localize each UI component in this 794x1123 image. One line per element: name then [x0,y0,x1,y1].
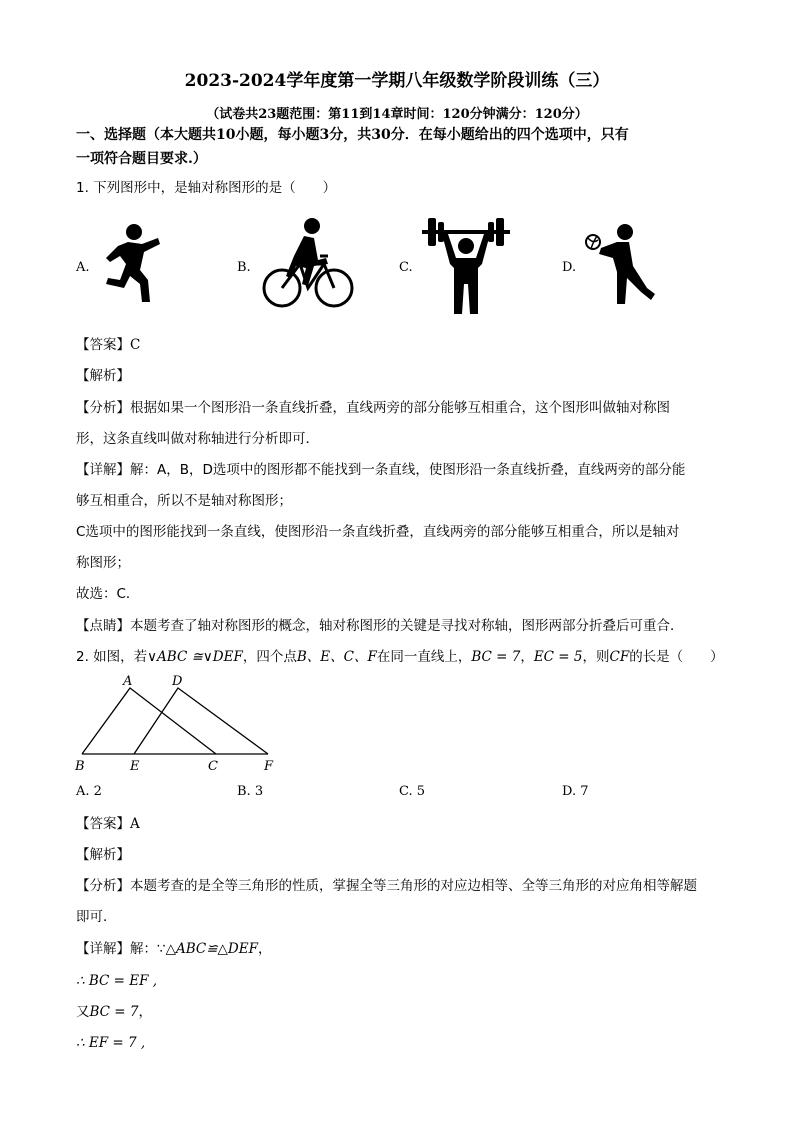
q2-answer [76,815,140,833]
q2-stem-text-e: ，则 [582,649,610,665]
q2-analysis-tag: 【解析】 [76,847,130,863]
point-label-e: E [130,759,140,774]
runner-icon [96,222,166,308]
point-label-f: F [264,759,274,774]
q2-stem-math4: EC = 5 [533,649,583,665]
weightlifter-icon [422,212,510,316]
section-heading-line1: 一、选择题（本大题共10小题，每小题3分，共30分．在每小题给出的四个选项中，只有 [76,127,629,143]
q2-stem-text-a: 2. 如图，若 [76,649,148,665]
q1-xiangjie-line4: 称图形； [76,555,130,571]
q1-xiangjie-line1 [76,461,685,479]
q2-stem-text-c: 在同一直线上， [376,649,472,665]
q2-option-d: D. 7 [562,784,589,799]
fenxi-text: 本题考查的是全等三角形的性质，掌握全等三角形的对应边相等、全等三角形的对应角相等解题 [130,878,697,894]
q2-stem [76,648,724,666]
step3-text-a: 又 [76,1004,90,1020]
q1-option-b-label: B. [237,260,251,275]
fenxi-text: 根据如果一个图形沿一条直线折叠，直线两旁的部分能够互相重合，这个图形叫做轴对称图 [130,400,670,416]
cyclist-icon [260,216,356,312]
point-label-c: C [208,759,218,774]
q2-option-c: C. 5 [399,784,426,799]
q1-fenxi-line2: 形，这条直线叫做对称轴进行分析即可． [76,431,319,447]
q2-step4: ∴ EF = 7 , [76,1035,146,1051]
q1-stem: 1. 下列图形中，是轴对称图形的是（ ） [76,180,337,196]
step3-math: BC = 7 [89,1004,139,1020]
point-label-a: A [123,674,133,689]
q2-fenxi-line2: 即可． [76,909,117,925]
fenxi-tag: 【分析】 [76,400,130,416]
q1-option-c-label: C. [399,260,413,275]
q1-xiangjie-line3: C选项中的图形能找到一条直线，使图形沿一条直线折叠，直线两旁的部分能够互相重合，所以是轴对 [76,524,680,540]
q1-fenxi-line1 [76,399,670,417]
q2-stem-math2: B、E、C、F [296,649,377,665]
answer-tag: 【答案】 [76,337,130,353]
q2-stem-math1: ∨ABC ≅∨DEF [147,649,243,665]
q1-option-d-label: D. [562,260,577,275]
q2-step2: ∴ BC = EF , [76,973,158,989]
page-title: 2023-2024学年度第一学期八年级数学阶段训练（三） [184,71,610,91]
q2-xiangjie-line1 [76,940,271,958]
section-heading-line2: 一项符合题目要求.） [76,151,207,167]
xiangjie-text-a: 解：∵ [130,941,166,957]
q1-xiangjie-line5: 故选：C． [76,586,140,602]
point-label-d: D [172,674,183,689]
page-subtitle: （试卷共23题范围：第11到14章时间：120分钟满分：120分） [206,107,588,122]
dianjing-tag: 【点睛】 [76,618,130,634]
q1-analysis-tag: 【解析】 [76,368,130,384]
volleyball-player-icon [583,222,659,308]
q1-dianjing [76,617,684,635]
q2-step3 [76,1003,152,1021]
answer-tag: 【答案】 [76,816,130,832]
xiangjie-math: △ABC≌△DEF [165,941,258,957]
dianjing-text: 本题考查了轴对称图形的概念，轴对称图形的关键是寻找对称轴，图形两部分折叠后可重合． [130,618,684,634]
q2-stem-text-b: ，四个点 [242,649,297,665]
q2-stem-math3: BC = 7 [471,649,521,665]
answer-value: A [130,816,140,832]
q2-option-a: A. 2 [76,784,102,799]
q2-fenxi-line1 [76,877,697,895]
xiangjie-tag: 【详解】 [76,941,130,957]
xiangjie-text: 解：A，B，D选项中的图形都不能找到一条直线，使图形沿一条直线折叠，直线两旁的部分能 [130,462,686,478]
q2-stem-math5: CF [609,649,630,665]
q1-xiangjie-line2: 够互相重合，所以不是轴对称图形； [76,493,292,509]
q2-stem-text-d: ， [520,649,534,665]
triangle-diagram [70,672,285,776]
point-label-b: B [75,759,85,774]
q1-option-a-label: A. [76,260,90,275]
q2-option-b: B. 3 [237,784,264,799]
q1-answer [76,336,140,354]
fenxi-tag: 【分析】 [76,878,130,894]
xiangjie-text-b: ， [257,941,272,957]
step3-text-b: ， [138,1004,152,1020]
answer-value: C [130,337,141,353]
xiangjie-tag: 【详解】 [76,462,130,478]
q2-stem-text-f: 的长是（ ） [629,649,724,665]
